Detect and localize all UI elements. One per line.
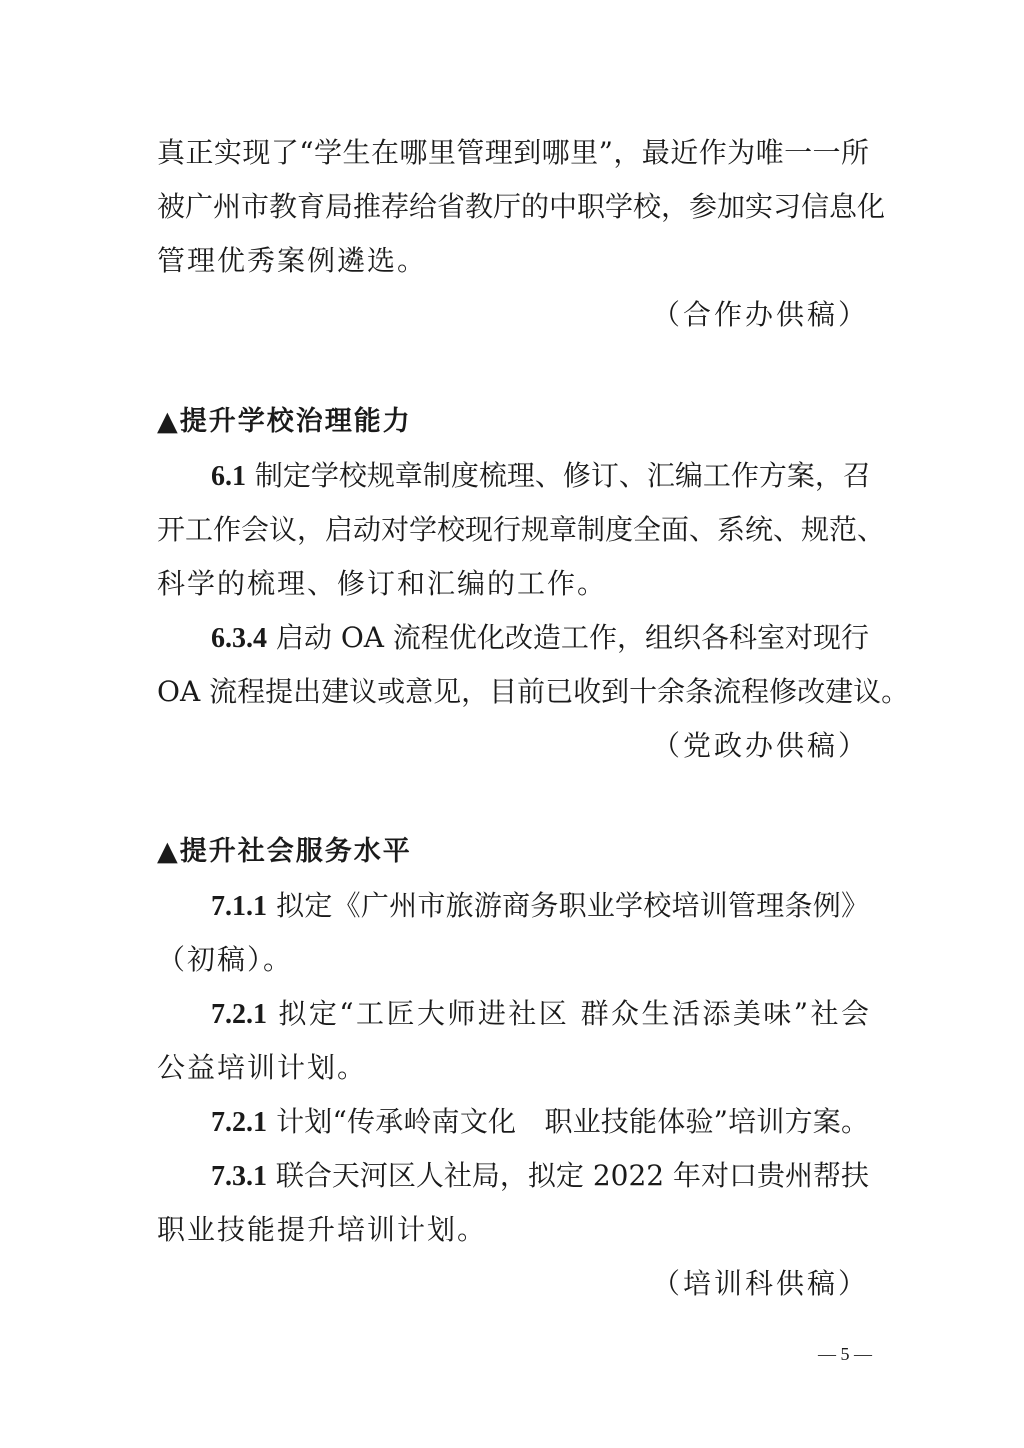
item-number: 7.3.1	[211, 1161, 267, 1192]
paragraph-line: 真正实现了“学生在哪里管理到哪里”，最近作为唯一一所	[157, 136, 869, 169]
item-number: 7.2.1	[211, 999, 267, 1030]
paragraph-line	[211, 888, 869, 925]
item-number: 7.2.1	[211, 1107, 267, 1138]
section-heading: ▲提升学校治理能力	[157, 406, 412, 437]
paragraph-line: 管理优秀案例遴选。	[157, 244, 428, 277]
paragraph-line	[211, 996, 869, 1033]
credit-line: （合作办供稿）	[651, 298, 869, 331]
item-text: 联合天河区人社局，拟定 2022 年对口贵州帮扶	[275, 1159, 869, 1192]
item-text: 拟定“工匠大师进社区 群众生活添美味”社会	[278, 997, 869, 1030]
paragraph-line	[211, 1158, 869, 1195]
paragraph-line: OA 流程提出建议或意见，目前已收到十余条流程修改建议。	[157, 675, 910, 708]
page-number: — 5 —	[818, 1344, 872, 1364]
paragraph-line	[211, 620, 869, 657]
credit-line: （党政办供稿）	[651, 729, 869, 762]
section-heading: ▲提升社会服务水平	[157, 836, 412, 867]
paragraph-line: 被广州市教育局推荐给省教厅的中职学校，参加实习信息化	[157, 190, 886, 223]
item-text: 拟定《广州市旅游商务职业学校培训管理条例》	[276, 889, 869, 922]
paragraph-line	[211, 458, 869, 495]
paragraph-line: 公益培训计划。	[157, 1051, 368, 1084]
item-number: 6.3.4	[211, 623, 267, 654]
paragraph-line: 开工作会议，启动对学校现行规章制度全面、系统、规范、	[157, 513, 886, 546]
item-text: 启动 OA 流程优化改造工作，组织各科室对现行	[275, 621, 869, 654]
item-number: 7.1.1	[211, 891, 267, 922]
item-number: 6.1	[211, 461, 246, 492]
item-text: 制定学校规章制度梳理、修订、汇编工作方案，召	[254, 459, 871, 492]
item-text: 计划“传承岭南文化 职业技能体验”培训方案。	[276, 1105, 869, 1138]
credit-line: （培训科供稿）	[651, 1267, 869, 1300]
paragraph-line	[211, 1104, 869, 1141]
paragraph-line: 职业技能提升培训计划。	[157, 1213, 488, 1246]
paragraph-line: 科学的梳理、修订和汇编的工作。	[157, 567, 608, 600]
paragraph-line: （初稿）。	[157, 943, 294, 976]
